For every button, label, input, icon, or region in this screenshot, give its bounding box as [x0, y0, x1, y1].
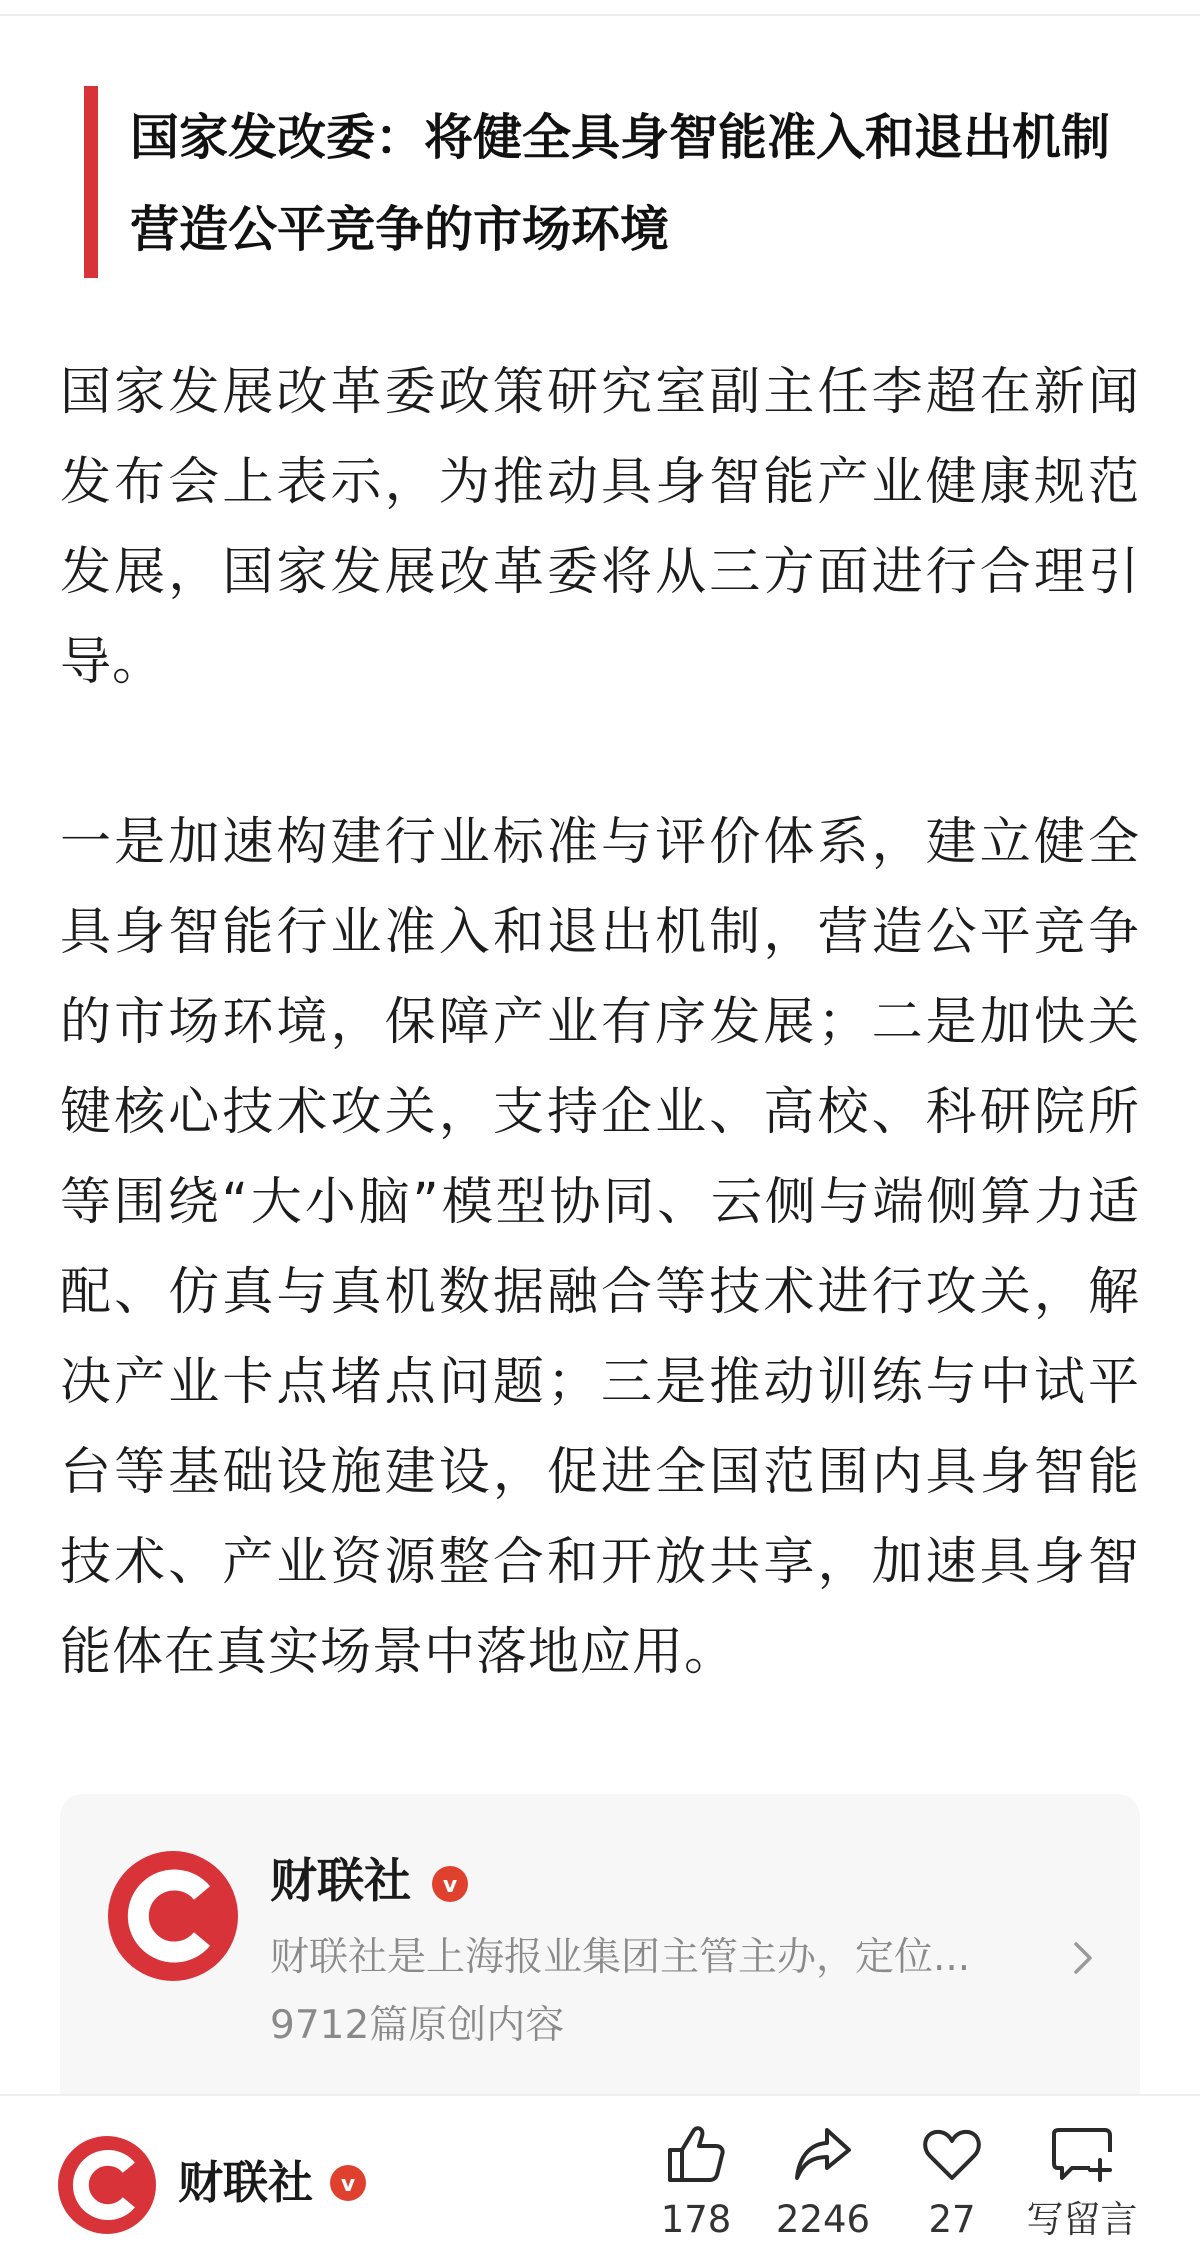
top-divider — [0, 14, 1200, 16]
article-paragraph: 一是加速构建行业标准与评价体系，建立健全具身智能行业准入和退出机制，营造公平竞争的市场环境，保障产业有序发展；二是加快关键核心技术攻关，支持企业、高校、科研院所等围绕“大小脑”模型协同、云侧与端侧算力适配、仿真与真机数据融合等技术进行攻关，解决产业卡点堵点问题；三是推动训练与中试平台等基础设施建设，促进全国范围内具身智能技术、产业资源整合和开放共享，加速具身智能体在真实场景中落地应用。 — [60, 813, 1140, 1682]
bottom-action-bar — [0, 2094, 1200, 2263]
author-card[interactable] — [60, 1794, 1140, 2094]
thumbs-up-icon — [664, 2122, 728, 2186]
badge-letter: v — [340, 2172, 356, 2197]
like-count: 178 — [660, 2198, 732, 2241]
verified-v-badge-icon — [432, 1866, 468, 1902]
original-content-count: 9712篇原创内容 — [270, 2003, 565, 2048]
article-title: 国家发改委：将健全具身智能准入和退出机制 营造公平竞争的市场环境 — [130, 109, 1111, 258]
share-arrow-icon — [791, 2122, 855, 2186]
favorite-button[interactable] — [882, 2122, 1022, 2252]
verified-v-badge-icon — [330, 2165, 366, 2201]
write-comment-button[interactable] — [1012, 2122, 1152, 2252]
cailianshe-logo-icon — [108, 1851, 238, 1981]
like-button[interactable] — [626, 2122, 766, 2252]
title-accent-bar — [84, 86, 98, 278]
comment-plus-icon — [1050, 2122, 1114, 2186]
article-paragraph: 国家发展改革委政策研究室副主任李超在新闻发布会上表示，为推动具身智能产业健康规范发展，国家发展改革委将从三方面进行合理引导。 — [60, 363, 1140, 692]
author-description: 财联社是上海报业集团主管主办，定位... — [270, 1935, 971, 1980]
bottom-author-name[interactable]: 财联社 — [178, 2156, 314, 2209]
favorite-count: 27 — [928, 2198, 976, 2241]
author-name: 财联社 — [270, 1854, 411, 1909]
chevron-right-icon[interactable] — [1064, 1936, 1104, 1980]
cailianshe-logo-icon[interactable] — [58, 2136, 156, 2234]
share-count: 2246 — [775, 2198, 871, 2241]
write-comment-label: 写留言 — [1026, 2198, 1138, 2241]
share-button[interactable] — [753, 2122, 893, 2252]
heart-icon — [920, 2122, 984, 2186]
badge-letter: v — [442, 1873, 458, 1898]
